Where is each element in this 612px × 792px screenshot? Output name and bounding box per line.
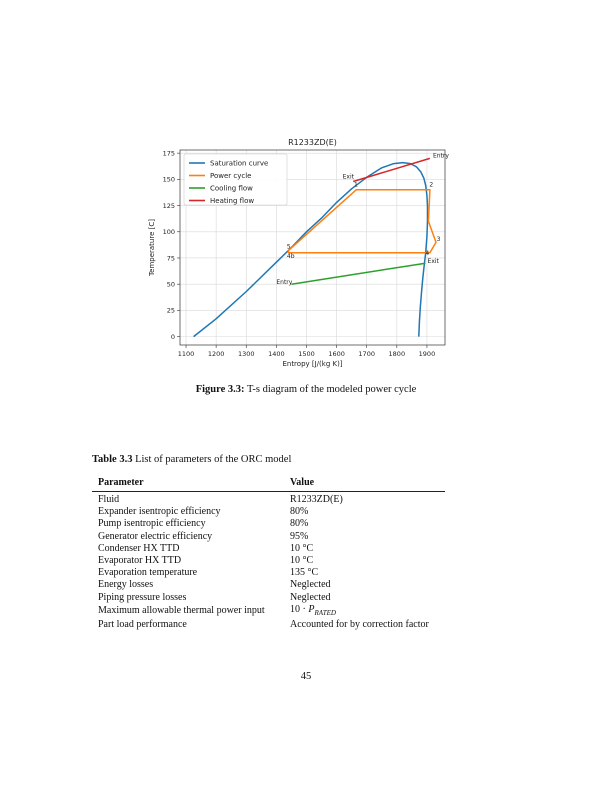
legend-label: Saturation curve — [210, 159, 269, 168]
value-symbol: P — [308, 603, 315, 615]
x-tick-label: 1600 — [328, 350, 345, 358]
table-row — [92, 531, 445, 543]
x-tick-label: 1900 — [418, 350, 436, 358]
param-name: Generator electric efficiency — [98, 530, 213, 542]
point-annotation: 3 — [436, 236, 441, 244]
y-tick-label: 0 — [170, 332, 175, 341]
figure-caption — [0, 384, 612, 395]
y-tick-label: 25 — [166, 306, 175, 315]
table-caption-label: Table 3.3 — [92, 454, 133, 465]
value-prefix: 10 · — [290, 603, 309, 615]
page-number: 45 — [300, 671, 312, 682]
point-annotation: Exit — [342, 173, 354, 181]
point-annotation: 4 — [425, 249, 430, 257]
table-row — [92, 592, 445, 604]
point-annotation: 2 — [429, 181, 434, 189]
x-tick-label: 1400 — [268, 350, 285, 358]
y-tick-label: 175 — [162, 149, 175, 158]
point-annotation: Exit — [427, 258, 439, 266]
figure-caption-text: T-s diagram of the modeled power cycle — [246, 384, 417, 395]
series-line-power-cycle — [288, 190, 436, 253]
y-axis-label: Temperature [C] — [148, 219, 156, 276]
param-name: Expander isentropic efficiency — [98, 506, 221, 518]
param-value: 80% — [290, 506, 309, 518]
param-name: Pump isentropic efficiency — [98, 518, 206, 530]
table-row — [92, 506, 445, 518]
y-tick-label: 100 — [162, 228, 175, 237]
table-row — [92, 543, 445, 555]
param-value: Neglected — [290, 579, 331, 591]
point-annotation: 1 — [354, 181, 358, 189]
column-header-parameter: Parameter — [92, 474, 284, 492]
y-tick-label: 75 — [166, 254, 175, 263]
param-value: 10 °C — [290, 542, 314, 554]
param-name: Energy losses — [98, 579, 154, 591]
param-name: Part load performance — [98, 619, 187, 631]
table-caption — [92, 454, 291, 465]
parameters-table — [92, 474, 445, 631]
y-tick-label: 125 — [162, 201, 175, 210]
param-value: 135 °C — [290, 567, 319, 579]
table-row — [92, 492, 445, 507]
x-tick-label: 1500 — [298, 350, 315, 358]
x-tick-label: 1100 — [177, 350, 195, 358]
param-name: Fluid — [98, 494, 120, 505]
table-row — [92, 619, 445, 631]
param-name: Piping pressure losses — [98, 591, 187, 603]
param-value: 10 °C — [290, 555, 314, 567]
figure-caption-label: Figure 3.3: — [195, 384, 245, 395]
ts-diagram-chart — [140, 132, 460, 372]
table-row — [92, 579, 445, 591]
series-line-cooling-flow — [291, 263, 425, 284]
table-caption-text: List of parameters of the ORC model — [135, 454, 292, 465]
y-tick-label: 50 — [166, 280, 175, 289]
point-annotation: Entry — [432, 152, 449, 160]
x-axis-label: Entropy [J/(kg K)] — [282, 360, 343, 368]
value-subscript: RATED — [314, 608, 336, 617]
param-value — [284, 604, 445, 619]
param-value: R1233ZD(E) — [290, 494, 343, 505]
x-tick-label: 1300 — [237, 350, 255, 358]
table-row — [92, 604, 445, 619]
legend-label: Heating flow — [210, 197, 255, 205]
param-value: 95% — [290, 530, 309, 542]
param-value: Neglected — [290, 591, 331, 603]
table-row — [92, 567, 445, 579]
table-row — [92, 555, 445, 567]
x-tick-label: 1800 — [388, 350, 406, 358]
param-value: Accounted for by correction factor — [290, 619, 429, 631]
param-name: Condenser HX TTD — [98, 542, 180, 554]
point-annotation: Entry — [276, 279, 293, 287]
legend-label: Power cycle — [210, 172, 252, 180]
column-header-value: Value — [284, 474, 445, 492]
chart-title: R1233ZD(E) — [288, 138, 337, 147]
legend-label: Cooling flow — [210, 184, 253, 193]
point-annotation: 5 — [286, 243, 291, 251]
param-name: Maximum allowable thermal power input — [98, 605, 265, 617]
table-header-row — [92, 474, 445, 492]
x-tick-label: 1700 — [358, 350, 375, 358]
point-annotation: 4b — [286, 252, 295, 260]
param-name: Evaporator HX TTD — [98, 555, 182, 567]
param-name: Evaporation temperature — [98, 567, 198, 579]
x-tick-label: 1200 — [207, 350, 225, 358]
y-tick-label: 150 — [162, 175, 175, 184]
param-value: 80% — [290, 518, 309, 530]
table-row — [92, 518, 445, 530]
